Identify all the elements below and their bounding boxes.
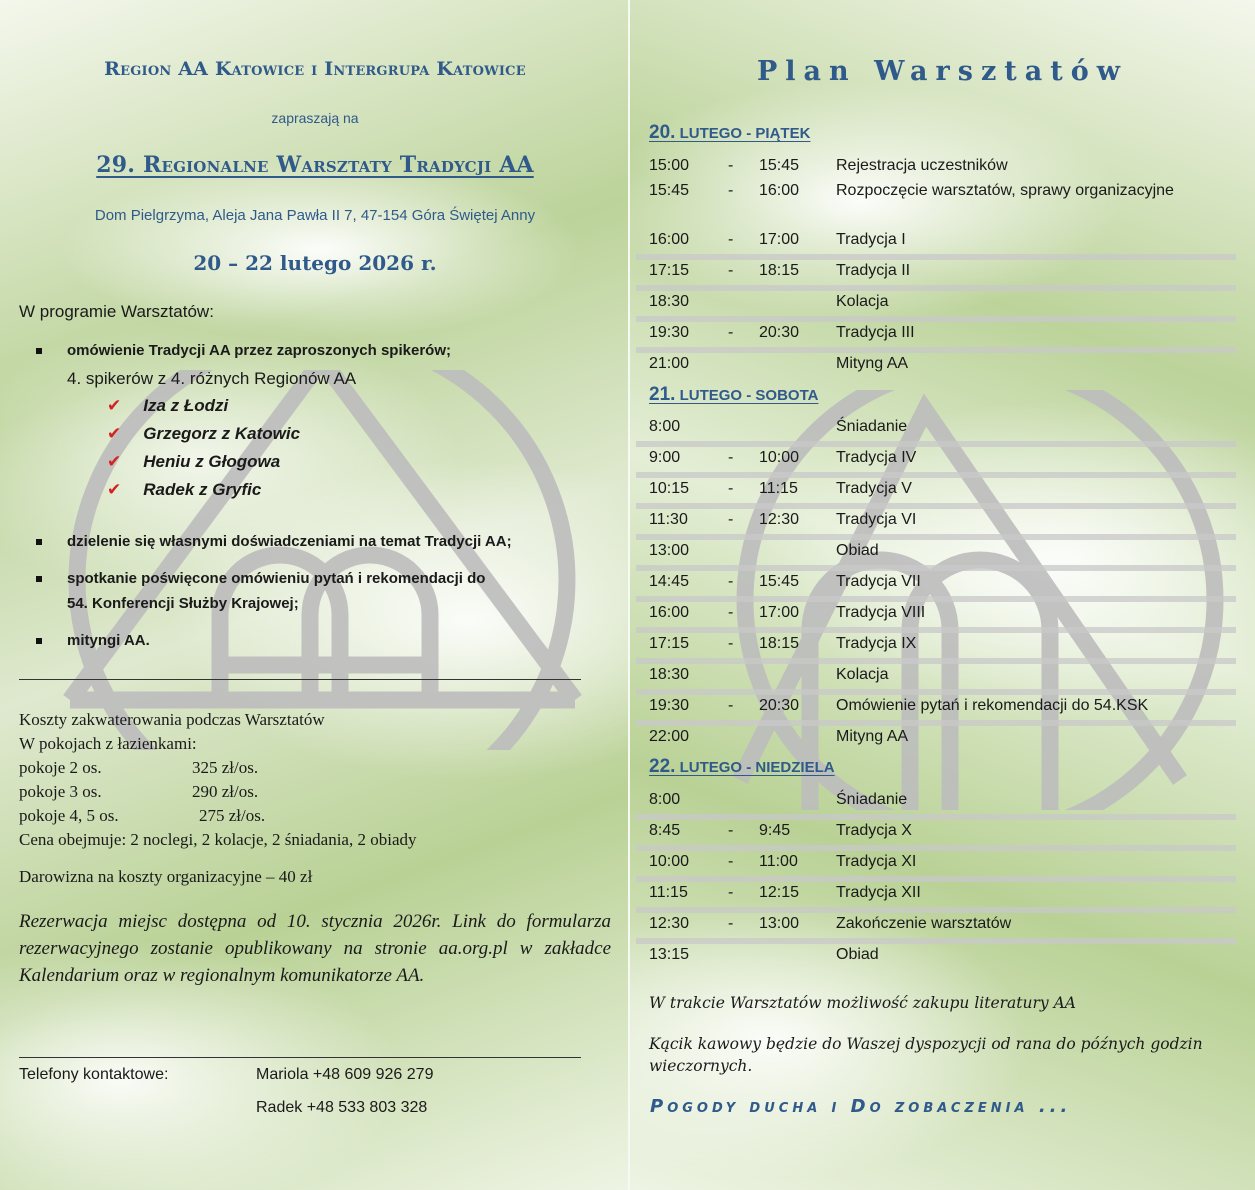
activity: Zakończenie warsztatów: [836, 915, 1012, 932]
end-time: 10:00: [759, 449, 800, 466]
costs-subheading: W pokojach z łazienkami:: [19, 734, 197, 753]
activity: Mityng AA: [836, 355, 909, 372]
schedule-row: [636, 722, 1236, 753]
program-item: mityngi AA.: [67, 632, 150, 649]
activity: Rozpoczęcie warsztatów, sprawy organizacyjne: [836, 182, 1174, 199]
speaker-item: ✔ Radek z Gryfic: [107, 480, 262, 500]
time-separator: -: [728, 511, 734, 528]
activity: Tradycja IX: [836, 635, 917, 652]
start-time: 11:30: [649, 511, 688, 528]
activity: Kolacja: [836, 666, 889, 683]
time-separator: -: [728, 853, 734, 870]
activity: Kolacja: [836, 293, 889, 310]
start-time: 10:00: [649, 853, 690, 870]
coffee-note: Kącik kawowy będzie do Waszej dyspozycji od rana do późnych godzin wieczornych.: [649, 1035, 1203, 1075]
program-item: dzielenie się własnymi doświadczeniami na temat Tradycji AA;: [67, 533, 512, 550]
end-time: 12:15: [759, 884, 800, 901]
start-time: 21:00: [649, 355, 690, 372]
start-time: 18:30: [649, 293, 690, 310]
time-separator: -: [728, 573, 734, 590]
program-heading: W programie Warsztatów:: [19, 302, 214, 321]
time-separator: -: [728, 822, 734, 839]
schedule-row: [636, 785, 1236, 816]
schedule-row: [636, 474, 1236, 505]
price-includes: Cena obejmuje: 2 noclegi, 2 kolacje, 2 śniadania, 2 obiady: [19, 830, 417, 849]
day-heading: 22. LUTEGO - NIEDZIELA: [649, 756, 835, 777]
contact-phone: Radek +48 533 803 328: [256, 1099, 428, 1116]
contact-label: Telefony kontaktowe:: [19, 1066, 169, 1083]
start-time: 17:15: [649, 262, 690, 279]
start-time: 16:00: [649, 604, 690, 621]
check-icon: ✔: [107, 396, 122, 416]
start-time: 12:30: [649, 915, 690, 932]
start-time: 22:00: [649, 728, 690, 745]
time-separator: -: [728, 697, 734, 714]
start-time: 17:15: [649, 635, 690, 652]
schedule-row: [636, 176, 1236, 207]
speakers-intro: 4. spikerów z 4. różnych Regionów AA: [67, 369, 357, 388]
program-item: omówienie Tradycji AA przez zaproszonych spikerów;: [67, 342, 451, 359]
end-time: 17:00: [759, 604, 800, 621]
time-separator: -: [728, 604, 734, 621]
divider-line: [19, 679, 581, 680]
activity: Tradycja III: [836, 324, 915, 341]
speaker-item: ✔ Heniu z Głogowa: [107, 452, 281, 472]
end-time: 13:00: [759, 915, 800, 932]
check-icon: ✔: [107, 452, 122, 472]
schedule-row: [636, 909, 1236, 940]
schedule-row: [636, 940, 1236, 971]
bullet-icon: [36, 638, 42, 644]
time-separator: -: [728, 884, 734, 901]
start-time: 8:45: [649, 822, 681, 839]
schedule-panel: [630, 0, 1255, 1190]
costs-heading: Koszty zakwaterowania podczas Warsztatów: [19, 710, 325, 729]
start-time: 13:15: [649, 946, 690, 963]
start-time: 8:00: [649, 791, 681, 808]
schedule-row: [636, 287, 1236, 318]
end-time: 20:30: [759, 697, 800, 714]
schedule-row: [636, 349, 1236, 380]
event-title: 29. Regionalne Warsztaty Tradycji AA: [96, 152, 534, 178]
end-time: 12:30: [759, 511, 800, 528]
time-separator: -: [728, 182, 734, 199]
room-price-row: pokoje 3 os. 290 zł/os.: [19, 782, 259, 801]
literature-note: W trakcie Warsztatów możliwość zakupu literatury AA: [649, 994, 1076, 1012]
contact-phone: Mariola +48 609 926 279: [256, 1066, 434, 1083]
schedule-row: [636, 629, 1236, 660]
schedule-row: [636, 691, 1236, 722]
bullet-icon: [36, 576, 42, 582]
end-time: 18:15: [759, 635, 800, 652]
activity: Obiad: [836, 946, 879, 963]
activity: Tradycja VIII: [836, 604, 926, 621]
time-separator: -: [728, 449, 734, 466]
invite-text: zapraszają na: [271, 110, 359, 126]
farewell-text: Pogody ducha i Do zobaczenia ...: [650, 1096, 1072, 1117]
start-time: 11:15: [649, 884, 688, 901]
program-item: 54. Konferencji Służby Krajowej;: [67, 595, 299, 612]
reservation-info: Rezerwacja miejsc dostępna od 10. stycznia 2026r. Link do formularza rezerwacyjnego zostanie opublikowany na stronie aa.org.pl w zakładce Kalendarium oraz w regionalnym komunikatorze AA.: [19, 911, 611, 986]
time-separator: -: [728, 915, 734, 932]
start-time: 8:00: [649, 418, 681, 435]
event-dates: 20 – 22 lutego 2026 r.: [193, 251, 437, 275]
activity: Tradycja V: [836, 480, 912, 497]
end-time: 17:00: [759, 231, 800, 248]
speaker-item: ✔ Grzegorz z Katowic: [107, 424, 301, 444]
start-time: 14:45: [649, 573, 690, 590]
time-separator: -: [728, 231, 734, 248]
end-time: 18:15: [759, 262, 800, 279]
start-time: 16:00: [649, 231, 690, 248]
activity: Mityng AA: [836, 728, 909, 745]
activity: Rejestracja uczestników: [836, 157, 1008, 174]
time-separator: -: [728, 324, 734, 341]
schedule-row: [636, 567, 1236, 598]
time-separator: -: [728, 480, 734, 497]
schedule-row: [636, 412, 1236, 443]
activity: Tradycja VII: [836, 573, 921, 590]
activity: Tradycja X: [836, 822, 912, 839]
schedule-row: [636, 878, 1236, 909]
activity: Śniadanie: [836, 418, 908, 435]
start-time: 13:00: [649, 542, 690, 559]
time-separator: -: [728, 157, 734, 174]
end-time: 16:00: [759, 182, 800, 199]
schedule-row: [636, 598, 1236, 629]
check-icon: ✔: [107, 480, 122, 500]
activity: Omówienie pytań i rekomendacji do 54.KSK: [836, 697, 1149, 714]
activity: Tradycja XI: [836, 853, 917, 870]
room-price-row: pokoje 4, 5 os. 275 zł/os.: [19, 806, 266, 825]
end-time: 15:45: [759, 157, 800, 174]
start-time: 18:30: [649, 666, 690, 683]
activity: Tradycja IV: [836, 449, 917, 466]
end-time: 15:45: [759, 573, 800, 590]
time-separator: -: [728, 635, 734, 652]
schedule-row: [636, 660, 1236, 691]
program-item: spotkanie poświęcone omówieniu pytań i rekomendacji do: [67, 570, 486, 587]
end-time: 9:45: [759, 822, 791, 839]
schedule-row: [636, 847, 1236, 878]
schedule-row: [636, 505, 1236, 536]
day-heading: 21. LUTEGO - SOBOTA: [649, 384, 819, 405]
start-time: 19:30: [649, 697, 690, 714]
activity: Tradycja XII: [836, 884, 921, 901]
start-time: 15:45: [649, 182, 690, 199]
end-time: 11:00: [759, 853, 798, 870]
time-separator: -: [728, 262, 734, 279]
end-time: 20:30: [759, 324, 800, 341]
schedule-row: [636, 443, 1236, 474]
activity: Śniadanie: [836, 791, 908, 808]
divider-line: [19, 1057, 581, 1058]
day-heading: 20. LUTEGO - PIĄTEK: [649, 122, 811, 143]
bullet-icon: [36, 348, 42, 354]
check-icon: ✔: [107, 424, 122, 444]
activity: Tradycja VI: [836, 511, 917, 528]
venue-address: Dom Pielgrzyma, Aleja Jana Pawła II 7, 47-154 Góra Świętej Anny: [94, 207, 536, 224]
activity: Obiad: [836, 542, 879, 559]
schedule-row: [636, 256, 1236, 287]
schedule-title: Plan Warsztatów: [756, 56, 1128, 87]
donation-text: Darowizna na koszty organizacyjne – 40 zł: [19, 867, 313, 886]
speaker-item: ✔ Iza z Łodzi: [107, 396, 229, 416]
start-time: 9:00: [649, 449, 681, 466]
activity: Tradycja II: [836, 262, 911, 279]
bullet-icon: [36, 539, 42, 545]
schedule-row: [636, 225, 1236, 256]
start-time: 19:30: [649, 324, 690, 341]
start-time: 10:15: [649, 480, 690, 497]
start-time: 15:00: [649, 157, 690, 174]
activity: Tradycja I: [836, 231, 906, 248]
organizers-heading: Region AA Katowice i Intergrupa Katowice: [104, 58, 526, 80]
room-price-row: pokoje 2 os. 325 zł/os.: [19, 758, 259, 777]
schedule-row: [636, 318, 1236, 349]
end-time: 11:15: [759, 480, 798, 497]
schedule-row: [636, 536, 1236, 567]
schedule-row: [636, 816, 1236, 847]
